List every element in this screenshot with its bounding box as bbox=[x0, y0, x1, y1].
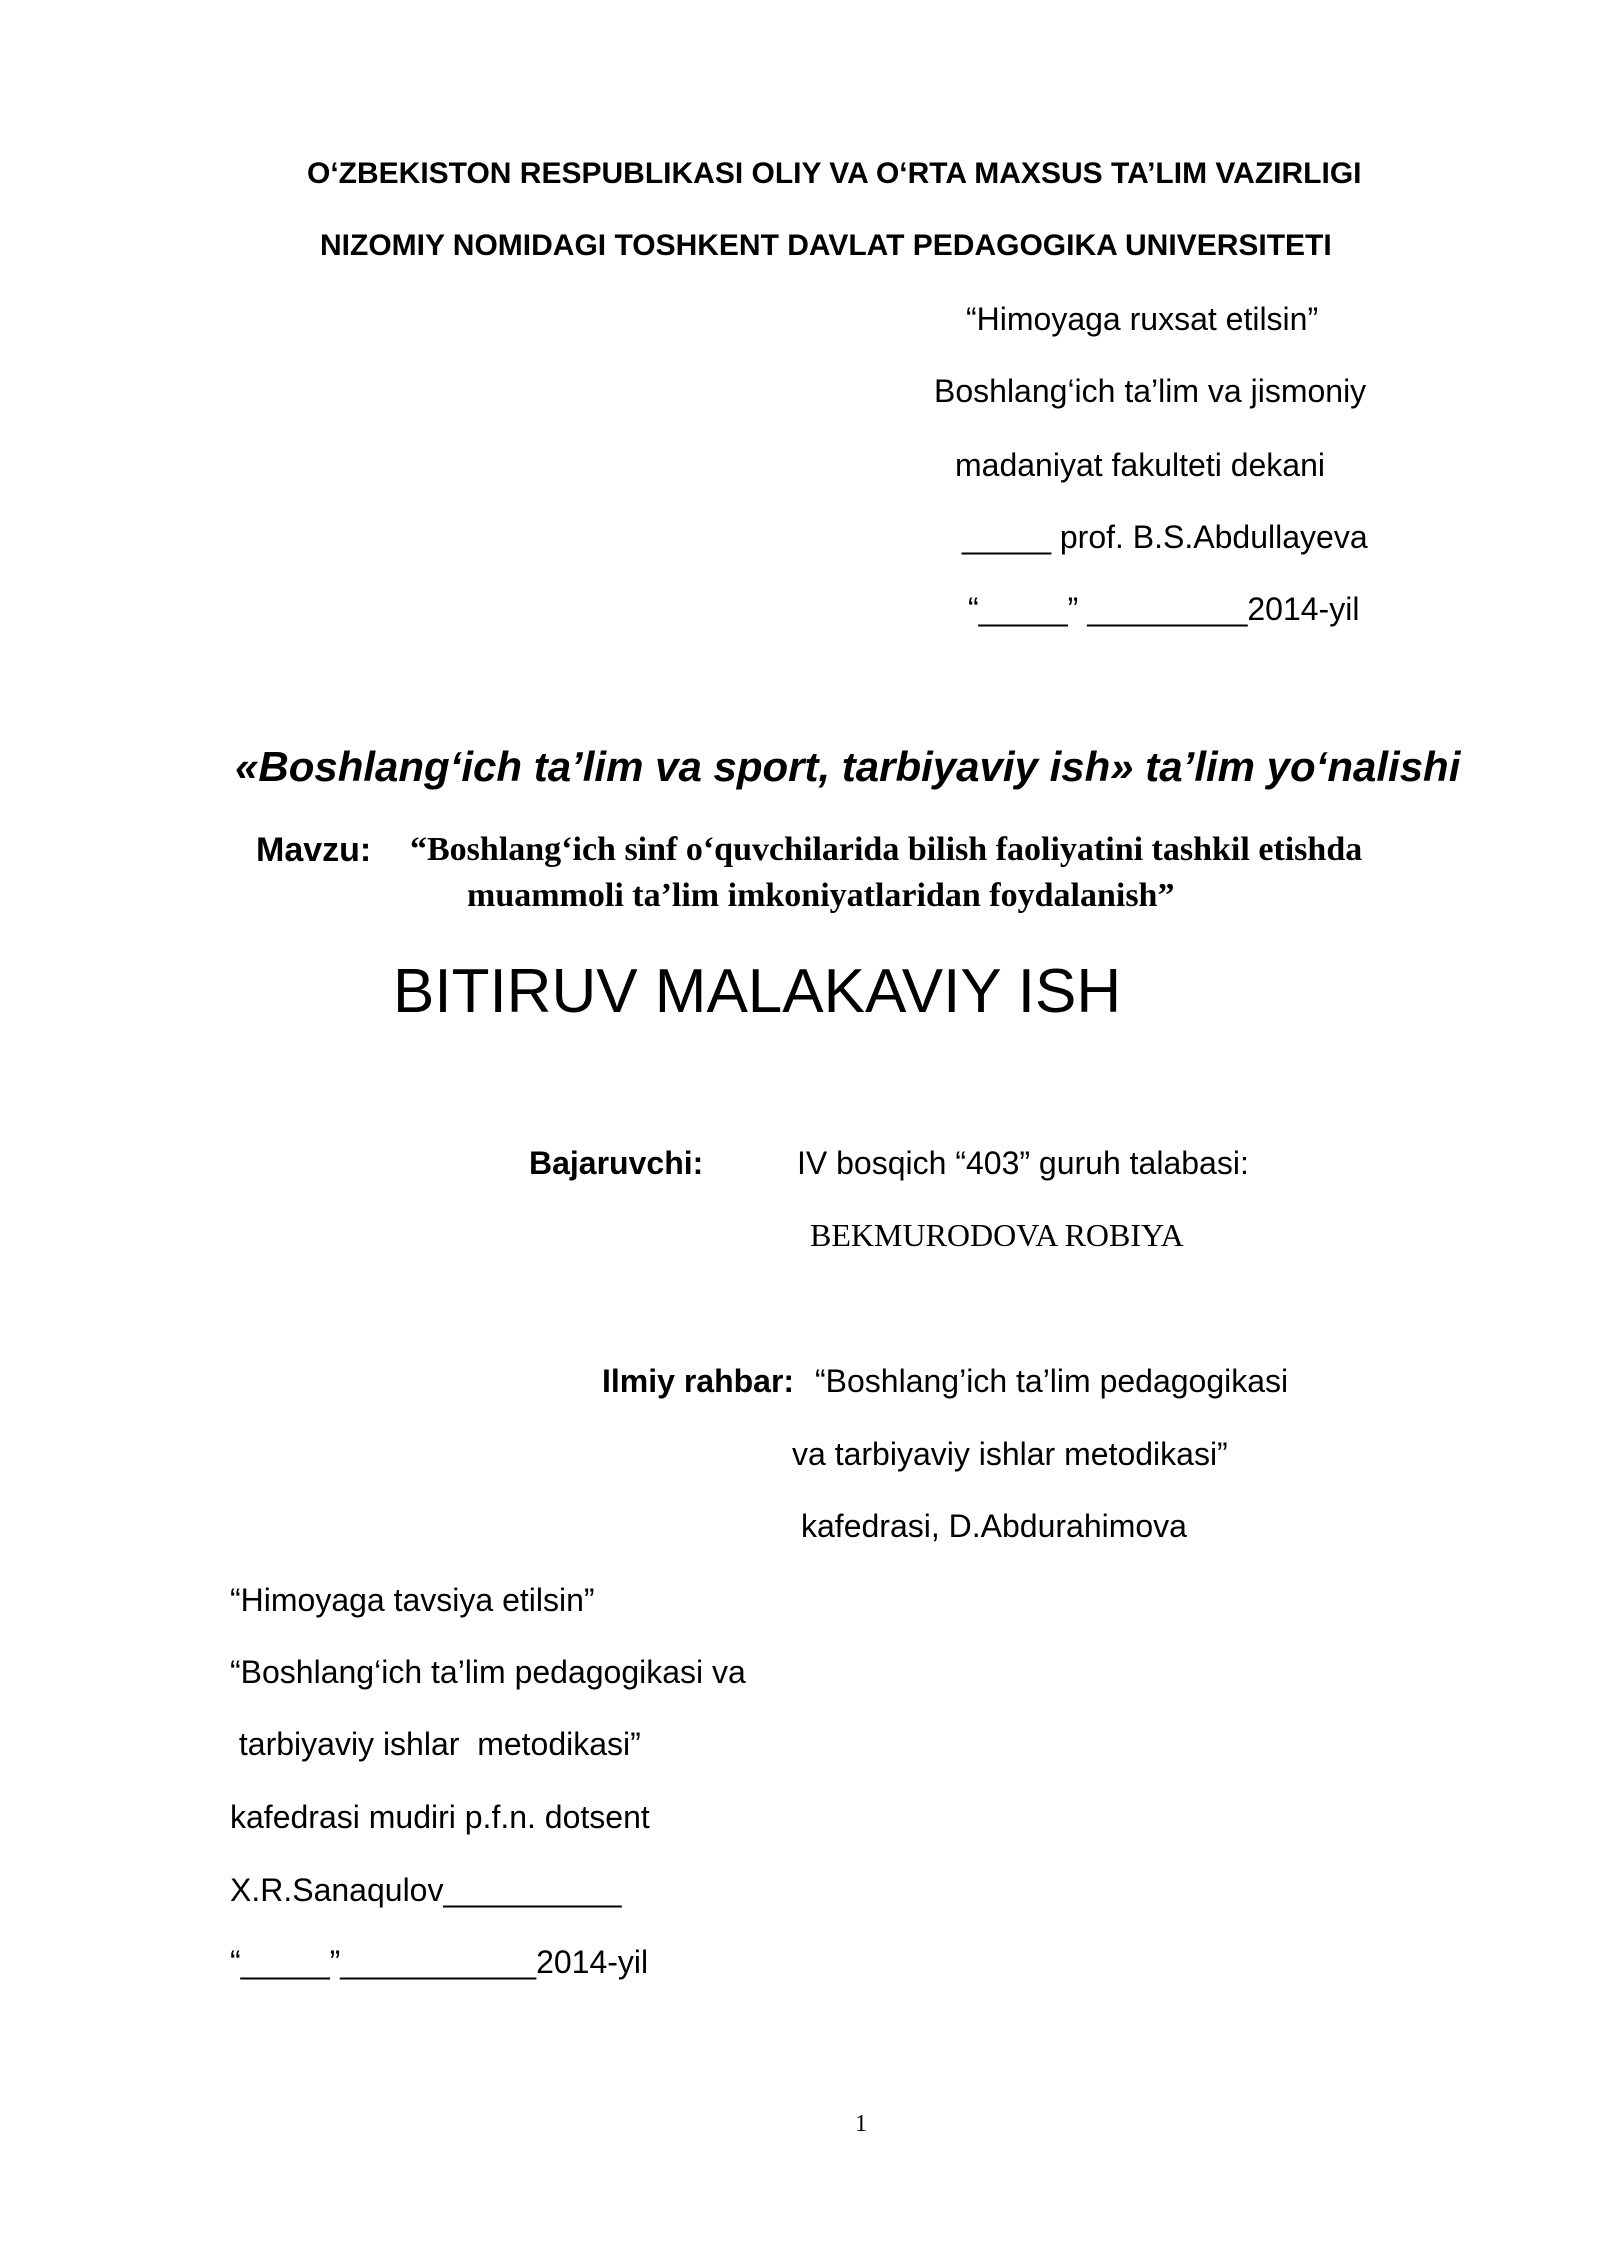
recommendation-line-1: “Himoyaga tavsiya etilsin” bbox=[230, 1582, 595, 1618]
approval-line-4: _____ prof. B.S.Abdullayeva bbox=[962, 519, 1368, 555]
approval-line-2: Boshlang‘ich ta’lim va jismoniy bbox=[934, 373, 1367, 409]
work-title: BITIRUV MALAKAVIY ISH bbox=[393, 957, 1122, 1026]
approval-line-3: madaniyat fakulteti dekani bbox=[955, 447, 1325, 483]
executor-label: Bajaruvchi: bbox=[529, 1145, 704, 1181]
supervisor-line-3: kafedrasi, D.Abdurahimova bbox=[801, 1508, 1187, 1544]
executor-name: BEKMURODOVA ROBIYA bbox=[810, 1217, 1184, 1253]
supervisor-label: Ilmiy rahbar: bbox=[602, 1363, 795, 1399]
recommendation-line-4: kafedrasi mudiri p.f.n. dotsent bbox=[230, 1799, 650, 1835]
ministry-heading: O‘ZBEKISTON RESPUBLIKASI OLIY VA O‘RTA MAXSUS TA’LIM VAZIRLIGI bbox=[307, 157, 1362, 190]
supervisor-line-1: “Boshlang’ich ta’lim pedagogikasi bbox=[815, 1363, 1289, 1399]
page-number: 1 bbox=[855, 2111, 867, 2137]
topic-line-1: “Boshlang‘ich sinf o‘quvchilarida bilish faoliyatini tashkil etishda bbox=[410, 831, 1363, 868]
recommendation-line-3: tarbiyaviy ishlar metodikasi” bbox=[230, 1726, 641, 1762]
approval-line-1: “Himoyaga ruxsat etilsin” bbox=[966, 301, 1319, 337]
topic-label: Mavzu: bbox=[256, 831, 372, 869]
university-heading: NIZOMIY NOMIDAGI TOSHKENT DAVLAT PEDAGOGIKA UNIVERSITETI bbox=[320, 229, 1332, 262]
recommendation-line-6: “_____”___________2014-yil bbox=[230, 1944, 649, 1980]
topic-line-2: muammoli ta’lim imkoniyatlaridan foydalanish” bbox=[467, 877, 1175, 914]
recommendation-line-2: “Boshlang‘ich ta’lim pedagogikasi va bbox=[230, 1654, 746, 1690]
executor-group: IV bosqich “403” guruh talabasi: bbox=[797, 1145, 1249, 1181]
supervisor-line-2: va tarbiyaviy ishlar metodikasi” bbox=[792, 1436, 1228, 1472]
recommendation-line-5: X.R.Sanaqulov__________ bbox=[230, 1872, 622, 1908]
approval-line-5: “_____” _________2014-yil bbox=[968, 591, 1360, 627]
direction-title: «Boshlang‘ich ta’lim va sport, tarbiyaviy ish» ta’lim yo‘nalishi bbox=[235, 743, 1461, 790]
